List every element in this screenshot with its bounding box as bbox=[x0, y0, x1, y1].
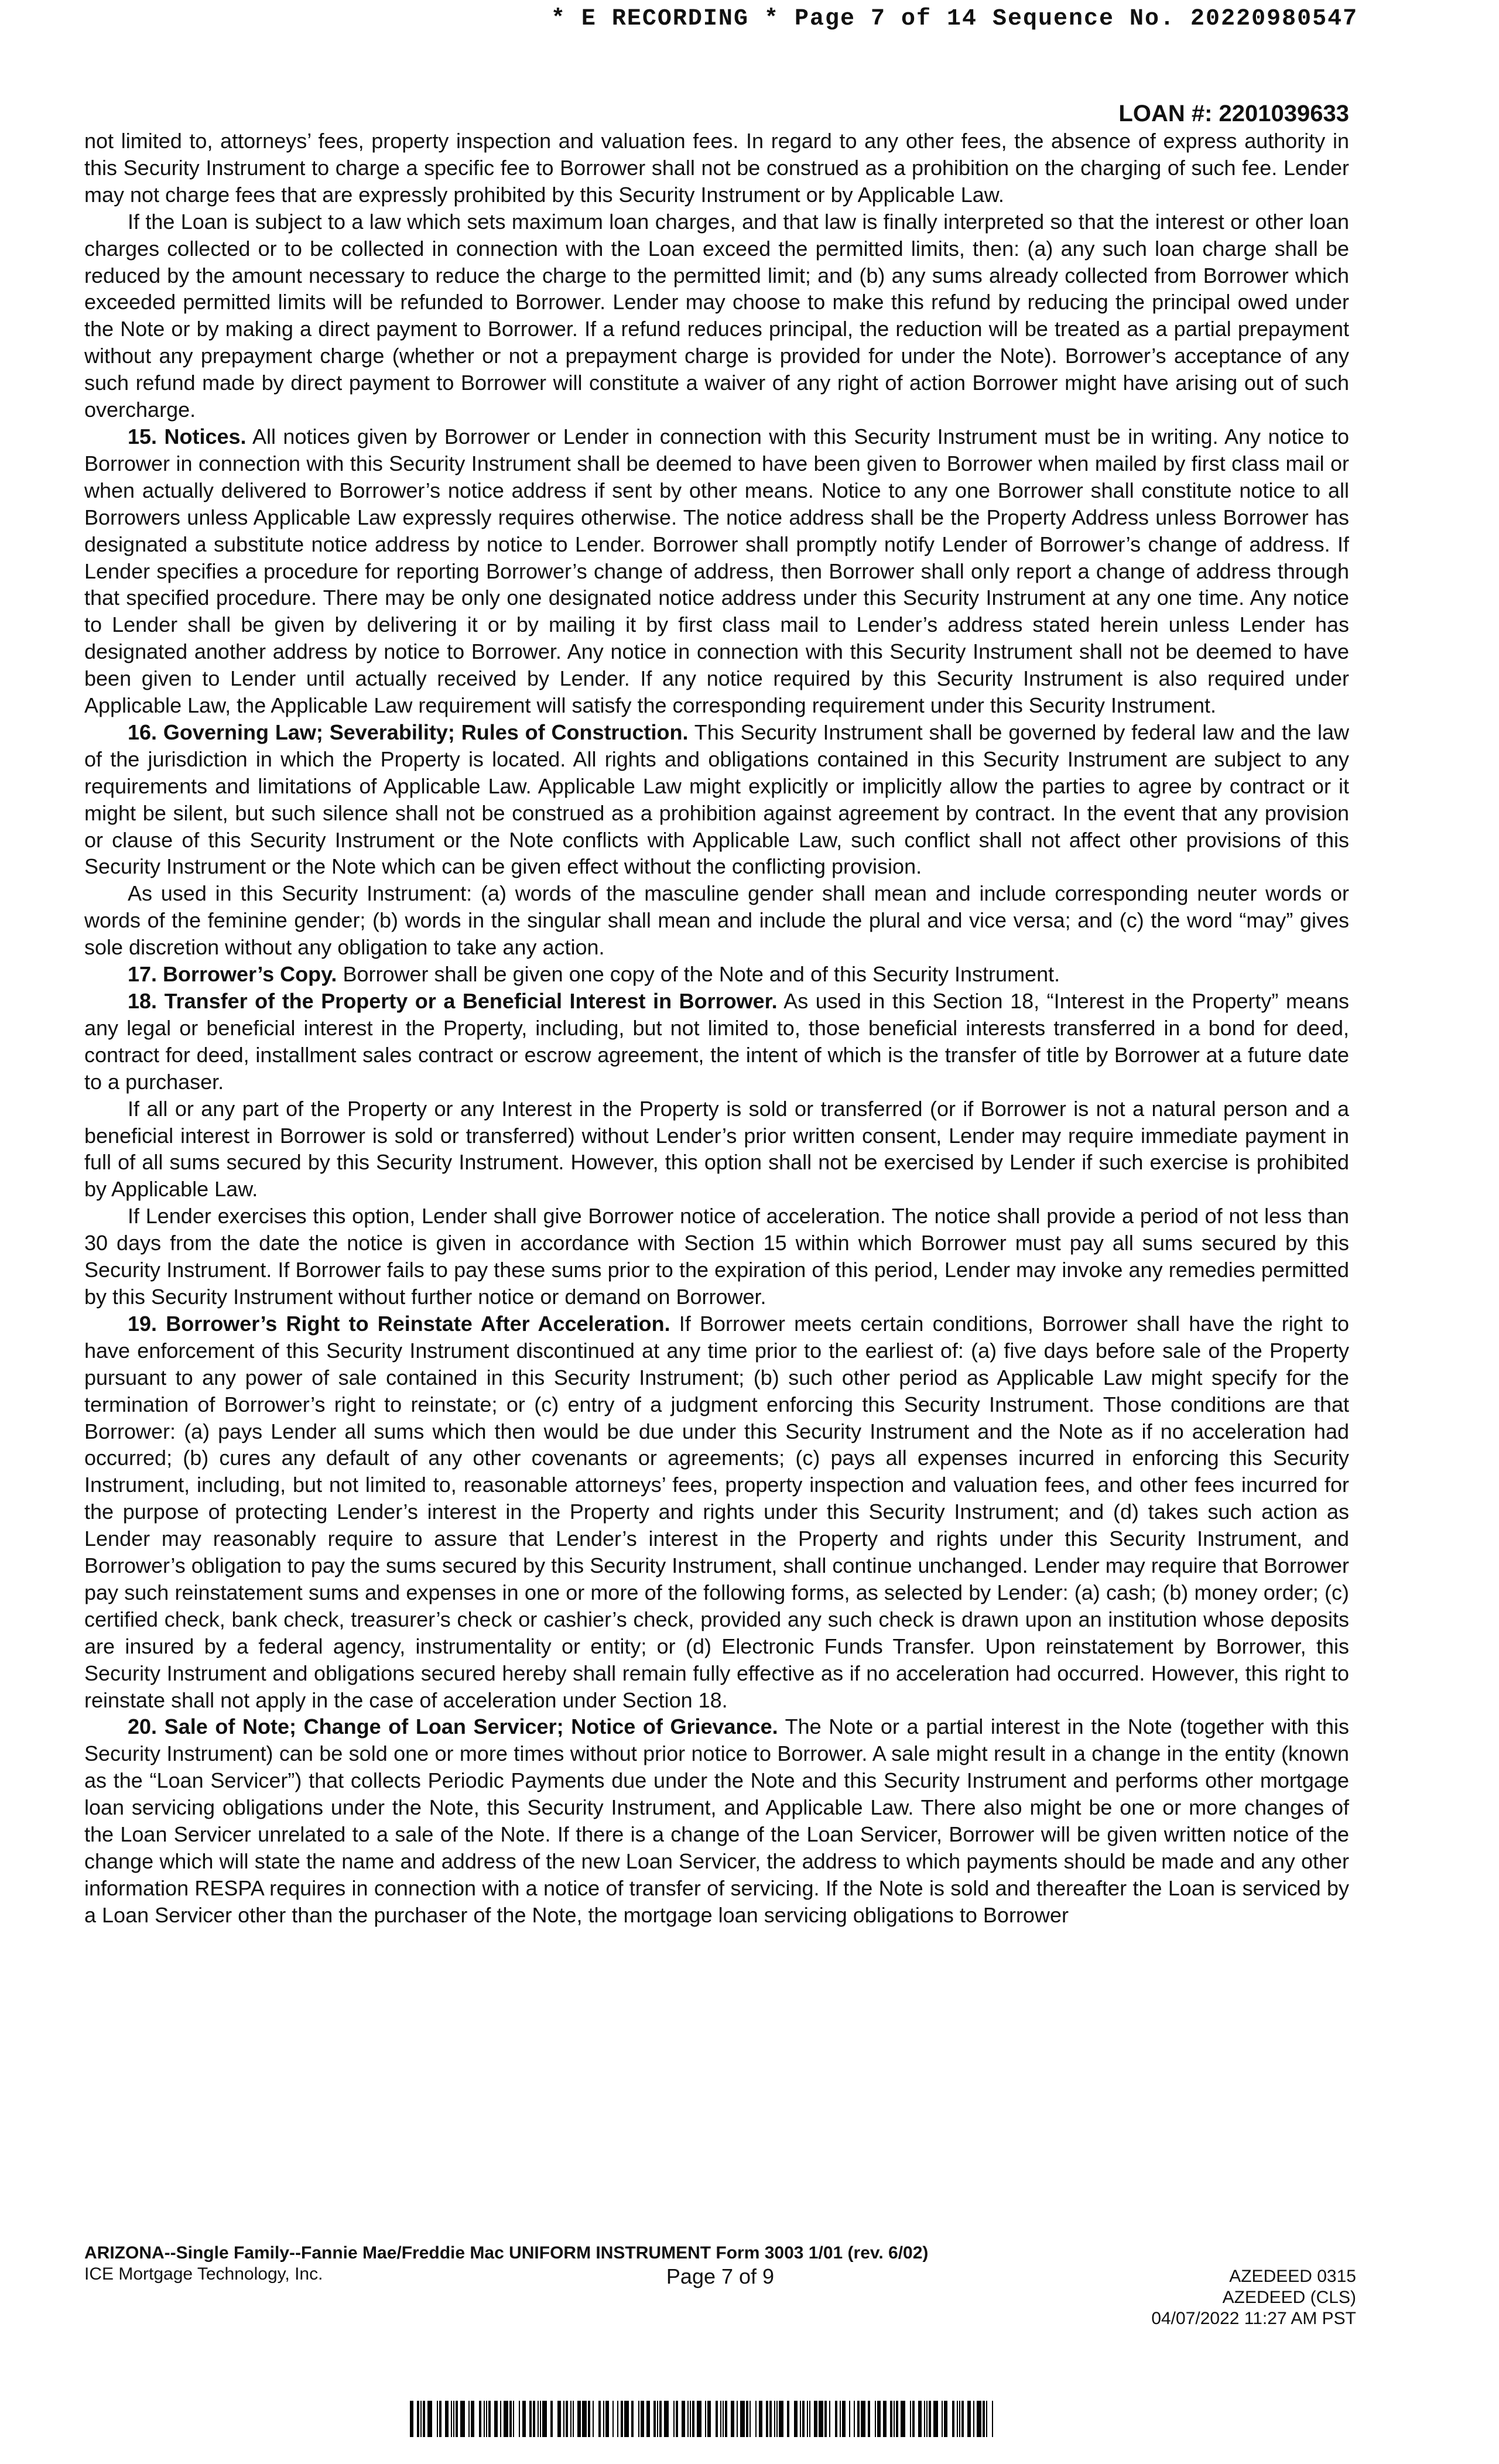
recording-stamp: * E RECORDING * Page 7 of 14 Sequence No. 20220980547 bbox=[550, 6, 1358, 32]
loan-number: LOAN #: 2201039633 bbox=[1118, 101, 1349, 126]
doc-code-1: AZEDEED 0315 bbox=[1229, 2267, 1356, 2286]
paragraph-loan-charges: If the Loan is subject to a law which sets maximum loan charges, and that law is finally interpreted so that the interest or other loan charges collected or to be collected in connection with the Loan exceed the permitted limits, then: (a) any such loan charge shall be reduced by the amount necessary to reduce the charge to the permitted limit; and (b) any sums already collected from Borrower which exceeded permitted limits will be refunded to Borrower. Lender may choose to make this refund by reducing the principal owed under the Note or by making a direct payment to Borrower. If a refund reduces principal, the reduction will be treated as a partial prepayment without any prepayment charge (whether or not a prepayment charge is provided for under the Note). Borrower’s acceptance of any such refund made by direct payment to Borrower will constitute a waiver of any right of action Borrower might have arising out of such overcharge. bbox=[84, 209, 1349, 422]
section-18-text: As used in this Section 18, “Interest in the Property” means any legal or beneficial interest in the Property, including, but not limited to, those beneficial interests transferred in a bond for deed, contract for deed, installment sales contract or escrow agreement, the intent of which is the transfer of title by Borrower at a future date to a purchaser. bbox=[84, 989, 1350, 1094]
page-footer bbox=[84, 2243, 1356, 2328]
section-18-acceleration: If Lender exercises this option, Lender shall give Borrower notice of acceleration. The notice shall provide a period of not less than 30 days from the date the notice is given in accordance with Section 15 within which Borrower must pay all sums secured by this Security Instrument. If Borrower fails to pay these sums prior to the expiration of this period, Lender may invoke any remedies permitted by this Security Instrument without further notice or demand on Borrower. bbox=[84, 1204, 1349, 1309]
form-identifier: ARIZONA--Single Family--Fannie Mae/Freddie Mac UNIFORM INSTRUMENT Form 3003 1/01 (rev. 6/02) bbox=[84, 2243, 929, 2263]
doc-timestamp: 04/07/2022 11:27 AM PST bbox=[1151, 2309, 1356, 2328]
section-17-heading: 17. Borrower’s Copy. bbox=[128, 962, 337, 987]
section-18-transfer bbox=[84, 988, 1349, 1096]
section-16-heading: 16. Governing Law; Severability; Rules of Construction. bbox=[128, 720, 689, 744]
section-19-reinstate bbox=[84, 1310, 1349, 1714]
vendor-name: ICE Mortgage Technology, Inc. bbox=[84, 2264, 323, 2284]
section-17-borrowers-copy bbox=[84, 961, 1349, 988]
section-16-text: This Security Instrument shall be governed by federal law and the law of the jurisdiction in which the Property is located. All rights and obligations contained in this Security Instrument are subject to any requirements and limitations of Applicable Law. Applicable Law might explicitly or implicitly allow the parties to agree by contract or it might be silent, but such silence shall not be construed as a prohibition against agreement by contract. In the event that any provision or clause of this Security Instrument or the Note conflicts with Applicable Law, such conflict shall not affect other provisions of this Security Instrument or the Note which can be given effect without the conflicting provision. bbox=[84, 720, 1349, 879]
section-17-text: Borrower shall be given one copy of the Note and of this Security Instrument. bbox=[343, 962, 1060, 987]
section-15-notices bbox=[84, 423, 1349, 719]
section-20-heading: 20. Sale of Note; Change of Loan Servicer; Notice of Grievance. bbox=[128, 1714, 778, 1739]
section-20-text: The Note or a partial interest in the Note (together with this Security Instrument) can be sold one or more times without prior notice to Borrower. A sale might result in a change in the entity (known as the “Loan Servicer”) that collects Periodic Payments due under the Note and this Security Instrument and performs other mortgage loan servicing obligations under the Note, this Security Instrument, and Applicable Law. There also might be one or more changes of the Loan Servicer unrelated to a sale of the Note. If there is a change of the Loan Servicer, Borrower will be given written notice of the change which will state the name and address of the new Loan Servicer, the address to which payments should be made and any other information RESPA requires in connection with a notice of transfer of servicing. If the Note is sold and thereafter the Loan is serviced by a Loan Servicer other than the purchaser of the Note, the mortgage loan servicing obligations to Borrower bbox=[84, 1714, 1349, 1927]
section-15-heading: 15. Notices. bbox=[128, 424, 247, 449]
section-18-consent: If all or any part of the Property or any Interest in the Property is sold or transferred (or if Borrower is not a natural person and a beneficial interest in Borrower is sold or transferred) without Lender’s prior written consent, Lender may require immediate payment in full of all sums secured by this Security Instrument. However, this option shall not be exercised by Lender if such exercise is prohibited by Applicable Law. bbox=[84, 1096, 1349, 1202]
section-16-construction: As used in this Security Instrument: (a) words of the masculine gender shall mean and include corresponding neuter words or words of the feminine gender; (b) words in the singular shall mean and include the plural and vice versa; and (c) the word “may” gives sole discretion without any obligation to take any action. bbox=[84, 881, 1349, 960]
section-19-heading: 19. Borrower’s Right to Reinstate After Acceleration. bbox=[128, 1311, 670, 1336]
section-15-text: All notices given by Borrower or Lender in connection with this Security Instrument must be in writing. Any notice to Borrower in connection with this Security Instrument shall be deemed to have been given to Borrower when mailed by first class mail or when actually delivered to Borrower’s notice address if sent by other means. Notice to any one Borrower shall constitute notice to all Borrowers unless Applicable Law expressly requires otherwise. The notice address shall be the Property Address unless Borrower has designated a substitute notice address by notice to Lender. Borrower shall promptly notify Lender of Borrower’s change of address. If Lender specifies a procedure for reporting Borrower’s change of address, then Borrower shall only report a change of address through that specified procedure. There may be only one designated notice address under this Security Instrument at any one time. Any notice to Lender shall be given by delivering it or by mailing it by first class mail to Lender’s address stated herein unless Lender has designated another address by notice to Borrower. Any notice in connection with this Security Instrument shall not be deemed to have been given to Lender until actually received by Lender. If any notice required by this Security Instrument is also required under Applicable Law, the Applicable Law requirement will satisfy the corresponding requirement under this Security Instrument. bbox=[84, 424, 1350, 718]
section-18-heading: 18. Transfer of the Property or a Beneficial Interest in Borrower. bbox=[128, 989, 778, 1013]
page-number: Page 7 of 9 bbox=[666, 2264, 775, 2288]
section-16-governing-law bbox=[84, 719, 1349, 880]
document-codes bbox=[1151, 2266, 1356, 2329]
section-20-sale-of-note bbox=[84, 1713, 1349, 1928]
doc-code-2: AZEDEED (CLS) bbox=[1222, 2288, 1356, 2307]
document-body bbox=[84, 128, 1349, 1929]
barcode-icon bbox=[410, 2401, 995, 2437]
section-19-text: If Borrower meets certain conditions, Borrower shall have the right to have enforcement of this Security Instrument discontinued at any time prior to the earliest of: (a) five days before sale of the Property pursuant to any power of sale contained in this Security Instrument; (b) such other period as Applicable Law might specify for the termination of Borrower’s right to reinstate; or (c) entry of a judgment enforcing this Security Instrument. Those conditions are that Borrower: (a) pays Lender all sums which then would be due under this Security Instrument and the Note as if no acceleration had occurred; (b) cures any default of any other covenants or agreements; (c) pays all expenses incurred in enforcing this Security Instrument, including, but not limited to, reasonable attorneys’ fees, property inspection and valuation fees, and other fees incurred for the purpose of protecting Lender’s interest in the Property and rights under this Security Instrument; and (d) takes such action as Lender may reasonably require to assure that Lender’s interest in the Property and rights under this Security Instrument, and Borrower’s obligation to pay the sums secured by this Security Instrument, shall continue unchanged. Lender may require that Borrower pay such reinstatement sums and expenses in one or more of the following forms, as selected by Lender: (a) cash; (b) money order; (c) certified check, bank check, treasurer’s check or cashier’s check, provided any such check is drawn upon an institution whose deposits are insured by a federal agency, instrumentality or entity; or (d) Electronic Funds Transfer. Upon reinstatement by Borrower, this Security Instrument and obligations secured hereby shall remain fully effective as if no acceleration had occurred. However, this right to reinstate shall not apply in the case of acceleration under Section 18. bbox=[84, 1311, 1349, 1712]
paragraph-fees-continued: not limited to, attorneys’ fees, property inspection and valuation fees. In regard to any other fees, the absence of express authority in this Security Instrument to charge a specific fee to Borrower shall not be construed as a prohibition on the charging of such fee. Lender may not charge fees that are expressly prohibited by this Security Instrument or by Applicable Law. bbox=[84, 129, 1349, 207]
